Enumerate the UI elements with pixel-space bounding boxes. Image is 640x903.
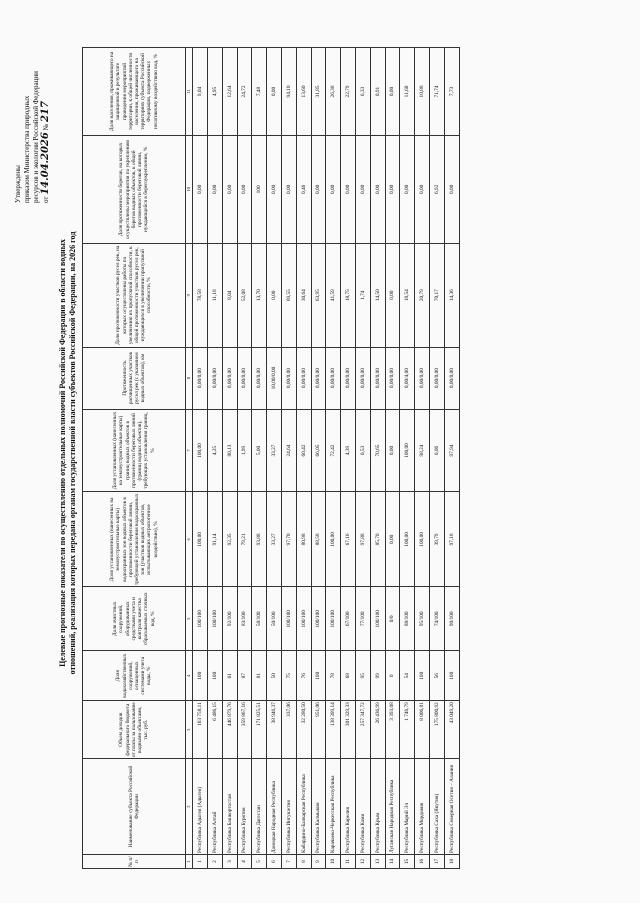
table-row <box>415 48 430 869</box>
table-row <box>281 48 296 869</box>
table-cell: 100,00 <box>193 492 208 587</box>
table-cell: 951,06 <box>311 701 326 759</box>
table-cell: 0,00/4,00 <box>400 347 415 409</box>
region-name-cell: Республика Бурятия <box>237 759 252 855</box>
table-cell: 11 <box>341 855 356 869</box>
table-cell: 0,00 <box>267 135 282 243</box>
approval-line: Утверждены <box>14 165 22 203</box>
table-cell: 0,00/0,00 <box>341 347 356 409</box>
table-cell: 3 393,08 <box>385 701 400 759</box>
approval-line: ресурсов и экологии Российской Федерации <box>32 71 40 203</box>
table-cell: 10 <box>326 855 341 869</box>
table-cell: 0,00 <box>267 48 282 136</box>
table-cell: 0,00 <box>385 243 400 347</box>
column-number: 6 <box>186 492 193 587</box>
table-row <box>341 48 356 869</box>
table-cell: 11,18 <box>208 243 223 347</box>
region-name-cell: Республика Калмыкия <box>311 759 326 855</box>
table-cell: 20,79 <box>415 243 430 347</box>
table-cell: 67/100 <box>341 587 356 651</box>
column-number: 7 <box>186 409 193 492</box>
table-cell: 100,00 <box>400 492 415 587</box>
table-cell: 0,00/0,00 <box>281 347 296 409</box>
column-number: 8 <box>186 347 193 409</box>
table-row <box>267 48 282 869</box>
table-cell: 4,39 <box>341 409 356 492</box>
table-cell: 10,00/0,00 <box>267 347 282 409</box>
table-cell: 76 <box>296 651 311 701</box>
table-header-row <box>83 48 186 869</box>
region-name-cell: Республика Мордовия <box>415 759 430 855</box>
table-cell: 100,00 <box>400 409 415 492</box>
table-body <box>193 48 459 869</box>
table-cell: 7,48 <box>252 48 267 136</box>
table-cell: 66,05 <box>311 409 326 492</box>
table-cell: 0,00 <box>400 135 415 243</box>
table-cell: 8,04 <box>222 243 237 347</box>
table-cell: 4 <box>237 855 252 869</box>
table-cell: 100/100 <box>370 587 385 651</box>
region-name-cell: Донецкая Народная Республика <box>267 759 282 855</box>
table-cell: 97,70 <box>281 492 296 587</box>
table-cell: 100 <box>444 651 459 701</box>
table-cell: 61 <box>222 651 237 701</box>
table-cell: 0,53 <box>355 409 370 492</box>
table-cell: 26,38 <box>326 48 341 136</box>
table-cell: 81 <box>252 651 267 701</box>
table-cell: 100 <box>311 651 326 701</box>
table-cell: 0,00/0,00 <box>370 347 385 409</box>
column-number: 10 <box>186 135 193 243</box>
table-cell: 138 399,14 <box>326 701 341 759</box>
table-cell: 0,46 <box>296 135 311 243</box>
table-cell: 6 486,15 <box>208 701 223 759</box>
table-cell: 12 <box>355 855 370 869</box>
table-cell: 0,00 <box>385 48 400 136</box>
table-cell: 100/100 <box>208 587 223 651</box>
table-cell: 1,74 <box>355 243 370 347</box>
table-cell: 26 436,99 <box>370 701 385 759</box>
table-cell: 33,27 <box>267 492 282 587</box>
table-cell: 0,00 <box>237 135 252 243</box>
table-cell: 60,42 <box>296 409 311 492</box>
region-name-cell: Республика Башкортостан <box>222 759 237 855</box>
table-cell: 58/100 <box>252 587 267 651</box>
header-cell: Доля установленных (нанесенных на землеустроительные карты) водоохранных зон водных объектов в протяженности береговой линии, требующей установления водоохранных зон (участков водных объектов, испытывающих антропогенное воздействие), % <box>83 492 186 587</box>
column-number: 5 <box>186 587 193 651</box>
title-line-1: Целевые прогнозные показатели по осуществлению отдельных полномочий Российской Федерации в области водных <box>58 239 67 667</box>
header-cell: Доля протяженности участков русел рек, на которых осуществлены работы по увеличению их пропускной способности, к общей протяженности участков русел рек, нуждающихся в увеличении пропускной способности, % <box>83 243 186 347</box>
table-cell: 4,95 <box>208 48 223 136</box>
column-number: 3 <box>186 701 193 759</box>
table-cell: 0,00 <box>222 135 237 243</box>
table-cell: 24,64 <box>281 409 296 492</box>
approval-number-prefix: № <box>42 123 50 131</box>
table-cell: 100/100 <box>326 587 341 651</box>
header-cell: Доля очистных сооружений, оборудованных средствами учета и контроля качества сбрасываемых сточных вод, % <box>83 587 186 651</box>
table-cell: 100,00 <box>193 409 208 492</box>
table-cell: 92/100 <box>222 587 237 651</box>
table-cell: 56 <box>429 651 444 701</box>
table-cell: 5,00 <box>252 409 267 492</box>
table-row <box>444 48 459 869</box>
table-cell: 33,27 <box>267 409 282 492</box>
table-cell: 32 280,50 <box>296 701 311 759</box>
region-name-cell: Республика Алтай <box>208 759 223 855</box>
table-cell: 0,00 <box>385 492 400 587</box>
table-cell: 90/100 <box>444 587 459 651</box>
table-cell: 15 <box>400 855 415 869</box>
table-cell: 100 <box>252 135 267 243</box>
table-cell: 8 <box>296 855 311 869</box>
table-cell: 0,00 <box>267 243 282 347</box>
table-cell: 8 006,81 <box>415 701 430 759</box>
table-cell: 85,70 <box>370 492 385 587</box>
table-cell: 0,00/0,00 <box>222 347 237 409</box>
table-cell: 0,06 <box>429 409 444 492</box>
table-cell: 0,00/0,00 <box>237 347 252 409</box>
table-cell: 93,88 <box>252 492 267 587</box>
column-number: 11 <box>186 48 193 136</box>
region-name-cell: Республика Марий Эл <box>400 759 415 855</box>
table-cell: 6 <box>267 855 282 869</box>
table-cell: 0,91 <box>370 48 385 136</box>
table-cell: 14,36 <box>444 243 459 347</box>
table-cell: 72,42 <box>326 409 341 492</box>
table-row <box>296 48 311 869</box>
table-cell: 0,00/0,00 <box>355 347 370 409</box>
column-number-row <box>186 48 193 869</box>
table-cell: 67,16 <box>341 492 356 587</box>
column-number: 1 <box>186 855 193 869</box>
region-name-cell: Республика Коми <box>355 759 370 855</box>
table-cell: 9 <box>311 855 326 869</box>
header-cell: Доля установленных (нанесенных на землеустроительные карты) границ водных объектов в протяженности береговых линий (границ водных объектов), требующих установления границ, % <box>83 409 186 492</box>
table-cell: 100 <box>193 651 208 701</box>
table-cell: 5 <box>252 855 267 869</box>
table-cell: 97,94 <box>444 409 459 492</box>
table-cell: 10,88 <box>415 48 430 136</box>
table-cell: 88,58 <box>311 492 326 587</box>
table-cell: 94,10 <box>281 48 296 136</box>
table-cell: 50/100 <box>267 587 282 651</box>
table-row <box>355 48 370 869</box>
table-cell: 301 329,33 <box>341 701 356 759</box>
table-cell: 0,00 <box>370 135 385 243</box>
table-cell: 171 825,51 <box>252 701 267 759</box>
table-cell: 30,64 <box>296 243 311 347</box>
table-cell: 91,14 <box>208 492 223 587</box>
table-cell: 0,00/0,00 <box>193 347 208 409</box>
table-cell: 100,00 <box>415 492 430 587</box>
region-name-cell: Республика Крым <box>370 759 385 855</box>
table-row <box>311 48 326 869</box>
table-cell: 0/0 <box>385 587 400 651</box>
region-name-cell: Республика Дагестан <box>252 759 267 855</box>
table-cell: 0,00/0,00 <box>208 347 223 409</box>
approval-date-line <box>41 33 51 203</box>
table-cell: 24,72 <box>237 48 252 136</box>
table-cell: 41,59 <box>326 243 341 347</box>
region-name-cell: Республика Северная Осетия – Алания <box>444 759 459 855</box>
table-cell: 0,00 <box>444 135 459 243</box>
table-cell: 39,79 <box>429 492 444 587</box>
table-row <box>429 48 444 869</box>
table-cell: 0,00/0,00 <box>296 347 311 409</box>
table-cell: 88/100 <box>400 587 415 651</box>
table-cell: 0,00/0,00 <box>415 347 430 409</box>
table-cell: 11,60 <box>400 48 415 136</box>
table-cell: 0,00 <box>311 135 326 243</box>
table-cell: 175 800,92 <box>429 701 444 759</box>
table-cell: 9,04 <box>193 48 208 136</box>
table-cell: 6,92 <box>429 135 444 243</box>
table-cell: 0 <box>385 651 400 701</box>
region-name-cell: Республика Карелия <box>341 759 356 855</box>
table-cell: 99 <box>370 651 385 701</box>
table-cell: 0,00/0,00 <box>326 347 341 409</box>
header-cell: Наименование субъекта Российской Федерации <box>83 759 186 855</box>
table-cell: 100/100 <box>296 587 311 651</box>
table-cell: 17 <box>429 855 444 869</box>
table-cell: 0,00 <box>193 135 208 243</box>
table-cell: 18,54 <box>400 243 415 347</box>
table-cell: 54 <box>400 651 415 701</box>
table-cell: 257 347,72 <box>355 701 370 759</box>
table-cell: 69,55 <box>281 243 296 347</box>
table-cell: 0,00 <box>355 135 370 243</box>
region-name-cell: Республика Ингушетия <box>281 759 296 855</box>
table-cell: 43 049,20 <box>444 701 459 759</box>
region-name-cell: Республика Адыгея (Адыгея) <box>193 759 208 855</box>
table-cell: 0,00 <box>281 135 296 243</box>
table-cell: 100 <box>208 651 223 701</box>
table-row <box>208 48 223 869</box>
header-cell: Доля водохозяйственных сооружений, оснащенных системами учета воды, % <box>83 651 186 701</box>
table-cell: 0,00/0,00 <box>252 347 267 409</box>
table-cell: 100 <box>415 651 430 701</box>
table-row <box>385 48 400 869</box>
table-cell: 31,85 <box>311 48 326 136</box>
table-cell: 63,95 <box>311 243 326 347</box>
table-cell: 337,06 <box>281 701 296 759</box>
region-name-cell: Луганская Народная Республика <box>385 759 400 855</box>
table-cell: 100/100 <box>281 587 296 651</box>
table-cell: 92,35 <box>222 492 237 587</box>
approval-line: приказом Министерства природных <box>23 95 31 203</box>
table-cell: 22,79 <box>341 48 356 136</box>
table-cell: 0,00 <box>385 135 400 243</box>
table-cell: 98,24 <box>415 409 430 492</box>
table-cell: 80,98 <box>296 492 311 587</box>
table-cell: 38 946,37 <box>267 701 282 759</box>
approval-date-handwritten: 14.04.2026 <box>40 132 51 195</box>
header-cell: Доля населения, проживающего на защищенной в результате проведения мероприятий территории, к общей численности населения, проживающего на территориях субъекта Российской Федерации, подверженных негативному воздействию вод, % <box>83 48 186 136</box>
region-name-cell: Карачаево-Черкесская Республика <box>326 759 341 855</box>
header-cell: № п/п <box>83 855 186 869</box>
table-cell: 97,88 <box>355 492 370 587</box>
table-cell: 79,21 <box>237 492 252 587</box>
table-cell: 1,99 <box>237 409 252 492</box>
indicators-table <box>82 47 460 869</box>
table-cell: 87 <box>237 651 252 701</box>
table-cell: 0,00 <box>326 135 341 243</box>
table-cell: 78,58 <box>193 243 208 347</box>
table-cell: 13,60 <box>296 48 311 136</box>
table-cell: 6,33 <box>355 48 370 136</box>
table-cell: 78 <box>326 651 341 701</box>
table-cell: 75 <box>281 651 296 701</box>
column-number: 2 <box>186 759 193 855</box>
table-row <box>252 48 267 869</box>
table-cell: 0,00/0,00 <box>311 347 326 409</box>
table-cell: 52,08 <box>237 243 252 347</box>
table-cell: 0,00/0,00 <box>385 347 400 409</box>
table-cell: 0,00 <box>208 135 223 243</box>
table-cell: 446 879,76 <box>222 701 237 759</box>
table-cell: 14,50 <box>370 243 385 347</box>
table-row <box>326 48 341 869</box>
document-title <box>58 153 78 753</box>
table-row <box>370 48 385 869</box>
table-cell: 12,64 <box>222 48 237 136</box>
table-cell: 71,74 <box>429 48 444 136</box>
table-cell: 97,18 <box>444 492 459 587</box>
table-row <box>237 48 252 869</box>
table-cell: 100/100 <box>193 587 208 651</box>
table-cell: 16 <box>415 855 430 869</box>
table-cell: 83/100 <box>237 587 252 651</box>
table-cell: 7,73 <box>444 48 459 136</box>
table-cell: 359 867,16 <box>237 701 252 759</box>
table-cell: 18,75 <box>341 243 356 347</box>
table-cell: 0,00/0,00 <box>429 347 444 409</box>
approval-stamp <box>14 33 51 203</box>
table-cell: 100,00 <box>326 492 341 587</box>
table-cell: 0,00 <box>341 135 356 243</box>
header-cell: Доля протяженности берегов, на которых осуществлены мероприятия по укреплению берегов водных объектов, к общей протяженности береговой линии, нуждающейся в берегоукреплении, % <box>83 135 186 243</box>
approval-date-prefix: от <box>42 196 50 203</box>
table-cell: 95/100 <box>415 587 430 651</box>
table-cell: 3 <box>222 855 237 869</box>
table-cell: 80,13 <box>222 409 237 492</box>
table-row <box>193 48 208 869</box>
column-number: 9 <box>186 243 193 347</box>
table-cell: 18 <box>444 855 459 869</box>
table-row <box>400 48 415 869</box>
header-cell: Объем доходов федерального бюджета от платы за пользование водными объектами, тыс. руб. <box>83 701 186 759</box>
table-row <box>222 48 237 869</box>
table-cell: 70,65 <box>370 409 385 492</box>
table-cell: 13,70 <box>252 243 267 347</box>
table-cell: 2 <box>208 855 223 869</box>
table-cell: 163 758,11 <box>193 701 208 759</box>
table-cell: 68 <box>341 651 356 701</box>
table-cell: 100/100 <box>311 587 326 651</box>
table-cell: 7 <box>281 855 296 869</box>
table-cell: 0,00 <box>385 409 400 492</box>
header-cell: Протяженность расчищенных участков русел рек (с указанием водных объектов), км <box>83 347 186 409</box>
table-cell: 4,25 <box>208 409 223 492</box>
table-cell: 50 <box>267 651 282 701</box>
table-cell: 74/100 <box>429 587 444 651</box>
table-cell: 1 <box>193 855 208 869</box>
table-cell: 0,00/0,00 <box>444 347 459 409</box>
table-cell: 13 <box>370 855 385 869</box>
column-number: 4 <box>186 651 193 701</box>
region-name-cell: Республика Саха (Якутия) <box>429 759 444 855</box>
approval-number-handwritten: 217 <box>40 101 51 122</box>
region-name-cell: Кабардино-Балкарская Республика <box>296 759 311 855</box>
table-cell: 14 <box>385 855 400 869</box>
title-line-2: отношений, реализация которых передана органам государственной власти субъектов Российской Федерации, на 2026 год <box>68 231 77 675</box>
table-cell: 0,00 <box>415 135 430 243</box>
table-cell: 70,17 <box>429 243 444 347</box>
table-cell: 1 746,79 <box>400 701 415 759</box>
table-cell: 95 <box>355 651 370 701</box>
table-cell: 77/100 <box>355 587 370 651</box>
